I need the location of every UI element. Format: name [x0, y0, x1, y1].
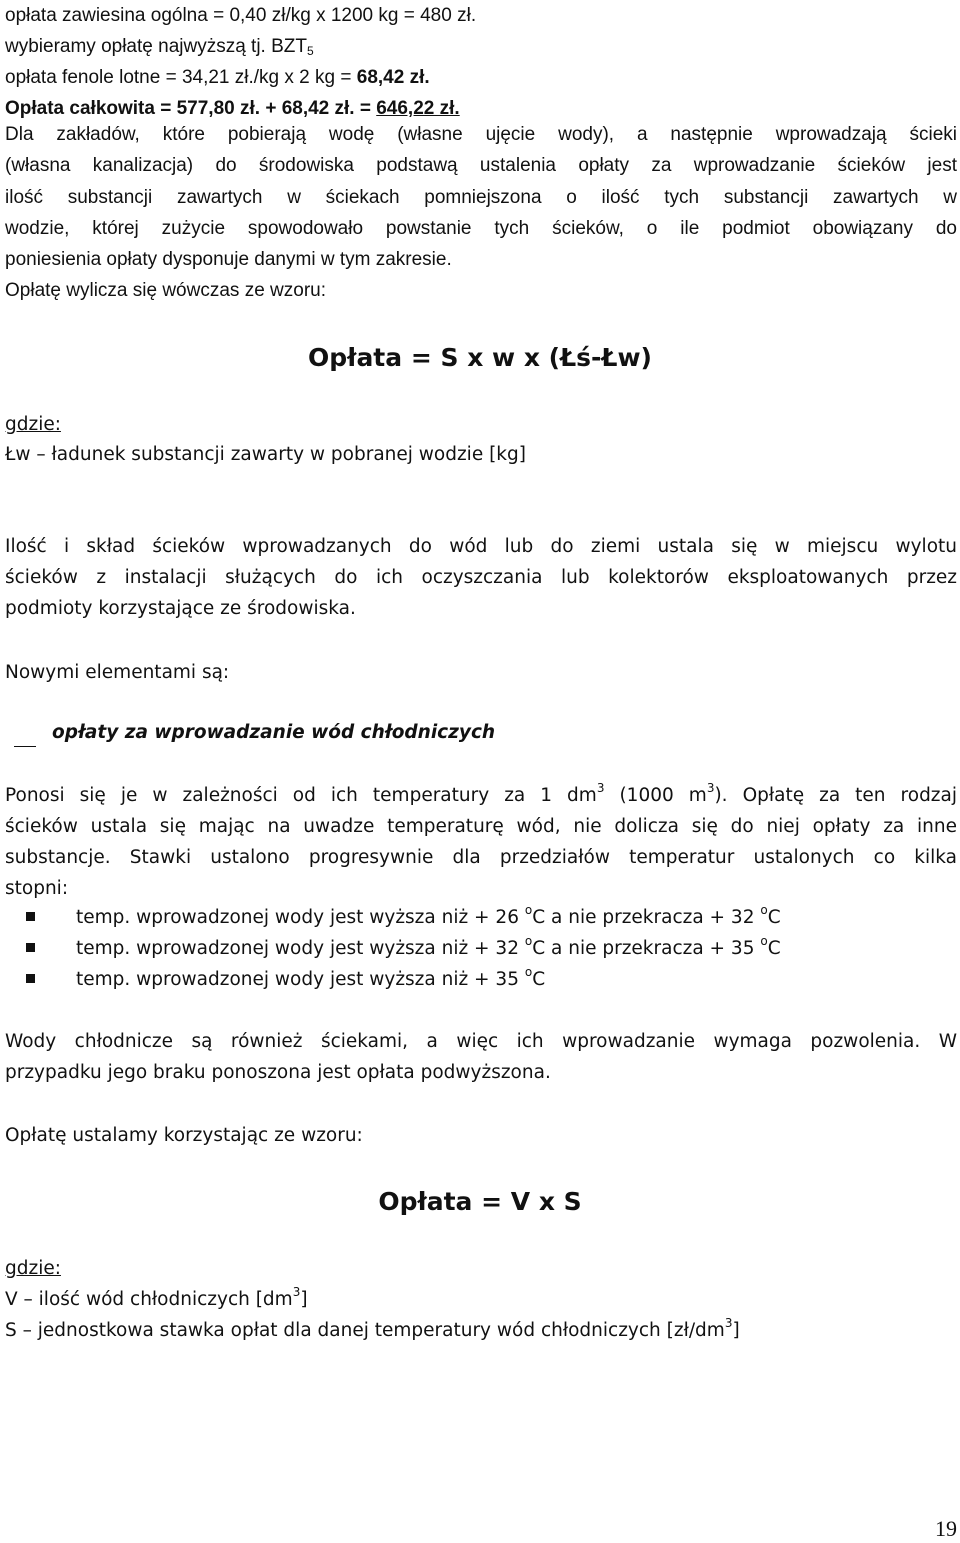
definition-text: V – ilość wód chłodniczych [dm: [5, 1289, 293, 1310]
square-bullet-icon: [26, 943, 35, 952]
degree-sup: o: [524, 965, 533, 979]
degree-sup: o: [524, 903, 533, 917]
page-number: 19: [935, 1516, 957, 1541]
para3-line-4: stopni:: [5, 878, 69, 899]
para3-text: Ponosi się je w zależności od ich temperatury za 1 dm: [5, 785, 597, 806]
bullet-text: C: [532, 969, 546, 990]
para1-line-2: (własna kanalizacja) do środowiska podstawą ustalenia opłaty za wprowadzanie ścieków jest: [5, 155, 957, 176]
calc-text: Opłata całkowita = 577,80 zł. + 68,42 zł. =: [5, 98, 377, 119]
degree-sup: o: [760, 934, 768, 948]
para3-text: ). Opłatę za ten rodzaj: [714, 785, 957, 806]
where-definition-v: [5, 1284, 957, 1315]
temp-range-item-2: [76, 933, 781, 964]
bullet-text: C a nie przekracza + 32: [532, 907, 761, 928]
where-label-text: gdzie:: [5, 1258, 61, 1279]
square-bullet-icon: [26, 974, 35, 983]
temp-range-item-3: [76, 964, 545, 995]
superscript: 3: [596, 781, 605, 795]
para1-line-4: wodzie, której zużycie spowodowało powstanie tych ścieków, o ile podmiot obowiązany do: [5, 218, 957, 239]
para4-line-1: Wody chłodnicze są również ściekami, a więc ich wprowadzanie wymaga pozwolenia. W: [5, 1031, 957, 1052]
bullet-text: C a nie przekracza + 35: [532, 938, 761, 959]
para3-text: (1000 m: [604, 785, 707, 806]
para4-line-2: przypadku jego braku ponoszona jest opłata podwyższona.: [5, 1062, 551, 1083]
superscript: 3: [292, 1285, 301, 1299]
superscript: 3: [706, 781, 715, 795]
where-definition-lw: Łw – ładunek substancji zawarty w pobranej wodzie [kg]: [5, 444, 526, 465]
para1-line-3: ilość substancji zawartych w ściekach pomniejszona o ilość tych substancji zawartych w: [5, 187, 957, 208]
where-label-text: gdzie:: [5, 414, 61, 435]
superscript: 3: [724, 1316, 733, 1330]
where-definition-s: [5, 1315, 957, 1346]
formula-fee-volume: Opłata = V x S: [378, 1187, 582, 1216]
new-elements-label: Nowymi elementami są:: [5, 662, 230, 683]
para2-line-1: Ilość i skład ścieków wprowadzanych do wód lub do ziemi ustala się w miejscu wylotu: [5, 536, 957, 557]
temp-range-item-1: [76, 902, 781, 933]
para1-line-1: Dla zakładów, które pobierają wodę (własne ujęcie wody), a następnie wprowadzają ścieki: [5, 124, 957, 145]
para3-line-3: substancje. Stawki ustalono progresywnie dla przedziałów temperatur ustalonych co kilka: [5, 847, 957, 868]
where-label-2: [5, 1253, 957, 1284]
para1-line-6: Opłatę wylicza się wówczas ze wzoru:: [5, 280, 326, 301]
dash-bullet: [14, 746, 36, 747]
para3-line-1: [5, 780, 957, 811]
bullet-text: C: [767, 907, 781, 928]
degree-sup: o: [524, 934, 533, 948]
bullet-text: temp. wprowadzonej wody jest wyższa niż + 26: [76, 907, 525, 928]
definition-text: S – jednostkowa stawka opłat dla danej temperatury wód chłodniczych [zł/dm: [5, 1320, 725, 1341]
definition-text: ]: [732, 1320, 740, 1341]
calc-line-suspension: opłata zawiesina ogólna = 0,40 zł/kg x 1200 kg = 480 zł.: [5, 5, 477, 26]
bullet-text: temp. wprowadzonej wody jest wyższa niż + 35: [76, 969, 525, 990]
calc-result: 68,42 zł.: [356, 67, 430, 88]
square-bullet-icon: [26, 912, 35, 921]
degree-sup: o: [760, 903, 768, 917]
where-label-1: [5, 409, 957, 440]
formula-fee-load: Opłata = S x w x (Łś-Łw): [308, 343, 652, 372]
calc-text: wybieramy opłatę najwyższą tj. BZT: [5, 36, 307, 57]
bullet-text: C: [767, 938, 781, 959]
definition-text: ]: [300, 1289, 308, 1310]
subscript: 5: [307, 44, 314, 58]
calc-line-phenols: [5, 62, 957, 93]
para2-line-3: podmioty korzystające ze środowiska.: [5, 598, 356, 619]
para2-line-2: ścieków z instalacji służących do ich oczyszczania lub kolektorów eksploatowanych przez: [5, 567, 957, 588]
formula-intro: Opłatę ustalamy korzystając ze wzoru:: [5, 1125, 363, 1146]
bullet-text: temp. wprowadzonej wody jest wyższa niż + 32: [76, 938, 525, 959]
cooling-water-heading: opłaty za wprowadzanie wód chłodniczych: [52, 722, 496, 743]
para1-line-5: poniesienia opłaty dysponuje danymi w tym zakresie.: [5, 249, 452, 270]
calc-text: opłata fenole lotne = 34,21 zł./kg x 2 kg =: [5, 67, 357, 88]
calc-total-result: 646,22 zł.: [376, 98, 460, 119]
para3-line-2: ścieków ustala się mając na uwadze temperaturę wód, nie dolicza się do niej opłaty za inne: [5, 816, 957, 837]
